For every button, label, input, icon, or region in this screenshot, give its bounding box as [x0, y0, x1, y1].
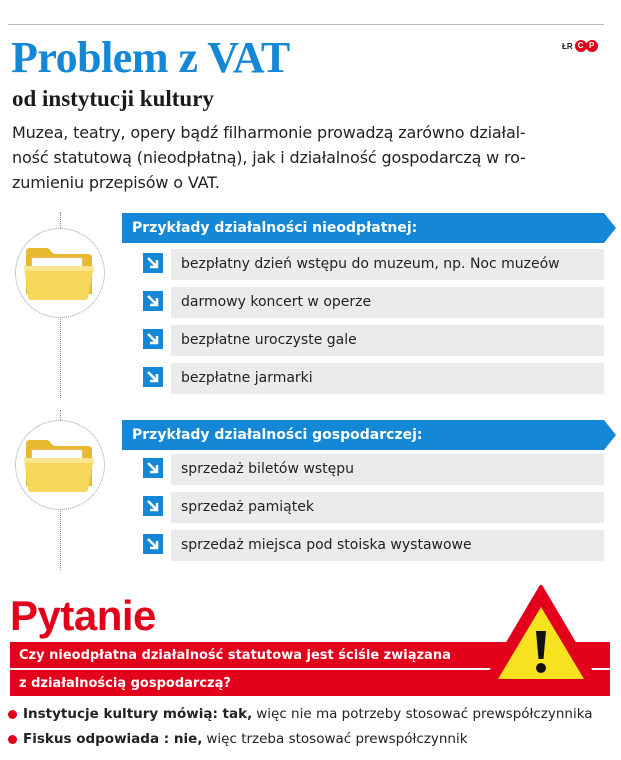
question-heading: Pytanie	[10, 592, 156, 639]
list-item-text: sprzedaż miejsca pod stoiska wystawowe	[171, 530, 604, 561]
page-title: Problem z VAT	[11, 33, 290, 82]
intro-line: ność statutową (nieodpłatną), jak i działalność gospodarczą w ro-	[12, 148, 526, 167]
list-item-text: bezpłatny dzień wstępu do muzeum, np. Noc muzeów	[171, 249, 604, 280]
list-item-text: bezpłatne jarmarki	[171, 363, 604, 394]
list-item-text: bezpłatne uroczyste gale	[171, 325, 604, 356]
intro-line: zumieniu przepisów o VAT.	[12, 173, 220, 192]
folder-icon	[22, 244, 98, 304]
list-item	[143, 325, 604, 356]
arrow-down-right-icon	[143, 534, 163, 554]
arrow-down-right-icon	[143, 367, 163, 387]
list-item-text: sprzedaż biletów wstępu	[171, 454, 604, 485]
logo-letter-p: P	[586, 40, 598, 52]
bullet-icon	[8, 735, 17, 744]
answer-label: Fiskus odpowiada : nie,	[23, 731, 203, 747]
arrow-down-right-icon	[143, 496, 163, 516]
arrow-down-right-icon	[143, 291, 163, 311]
page-subtitle: od instytucji kultury	[12, 86, 214, 111]
warning-sign-icon	[478, 583, 604, 693]
list-item	[143, 249, 604, 280]
arrow-down-right-icon	[143, 458, 163, 478]
answer-text: więc trzeba stosować prewspółczynnik	[206, 731, 468, 747]
intro-line: Muzea, teatry, opery bądź filharmonie prowadzą zarówno działal-	[12, 123, 526, 142]
author-initials: ŁR	[562, 41, 573, 51]
intro-paragraph	[12, 120, 608, 195]
free-activities-heading: Przykłady działalności nieodpłatnej:	[122, 213, 604, 243]
answer-label: Instytucje kultury mówią: tak,	[23, 706, 253, 722]
arrow-down-right-icon	[143, 253, 163, 273]
publisher-logo	[576, 40, 598, 52]
arrow-down-right-icon	[143, 329, 163, 349]
question-line-1: Czy nieodpłatna działalność statutowa jest ściśle związana	[10, 642, 610, 668]
list-item	[143, 287, 604, 318]
top-rule	[8, 24, 604, 25]
logo-letter-c: C	[575, 40, 587, 52]
folder-icon	[22, 436, 98, 496]
answer-text: więc nie ma potrzeby stosować prewspółczynnika	[256, 706, 593, 722]
list-item-text: sprzedaż pamiątek	[171, 492, 604, 523]
answer-row	[8, 731, 468, 747]
list-item-text: darmowy koncert w operze	[171, 287, 604, 318]
list-item	[143, 492, 604, 523]
list-item	[143, 530, 604, 561]
list-item	[143, 454, 604, 485]
list-item	[143, 363, 604, 394]
answer-row	[8, 706, 593, 722]
bullet-icon	[8, 710, 17, 719]
business-activities-heading: Przykłady działalności gospodarczej:	[122, 420, 604, 450]
question-line-2: z działalnością gospodarczą?	[10, 670, 610, 696]
author-credit	[562, 40, 598, 52]
